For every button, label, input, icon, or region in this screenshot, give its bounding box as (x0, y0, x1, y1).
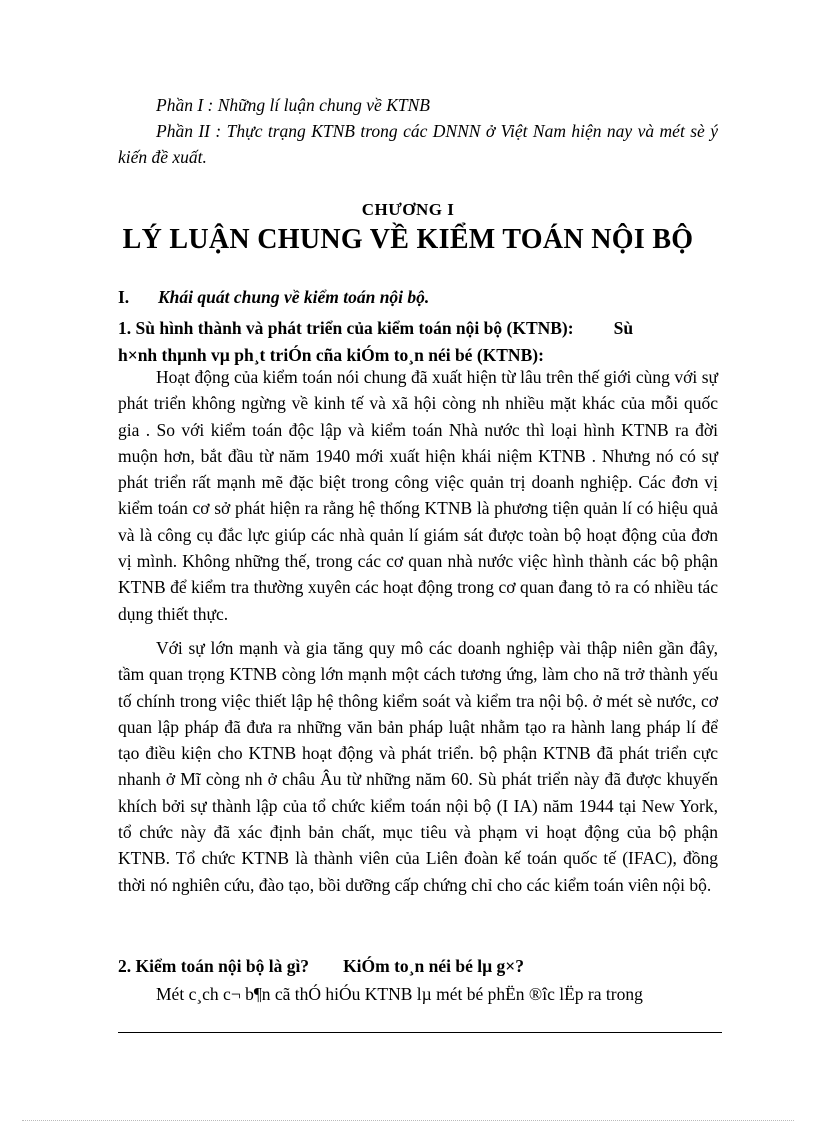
subsection-1-extra: Sù (613, 318, 634, 338)
chapter-title: LÝ LUẬN CHUNG VỀ KIỂM TOÁN NỘI BỘ (122, 224, 694, 255)
last-line: Mét c¸ch c¬ b¶n cã thÓ hiÓu KTNB lµ mét bé phËn ®îc lËp ra trong (156, 984, 643, 1004)
subsection-2-heading (118, 956, 524, 977)
paragraph-2: Với sự lớn mạnh và gia tăng quy mô các doanh nghiệp vài thập niên gần đây, tầm quan trọng KTNB còng lớn mạnh một cách tương ứng, làm cho nã trở thành yếu tố chính trong việc thiết lập hệ thông kiểm soát và kiểm tra nội bộ. ở mét sè nước, cơ quan lập pháp đã đưa ra những văn bản pháp luật nhằm tạo ra hành lang pháp lí để tạo điều kiện cho KTNB hoạt động và phát triển. bộ phận KTNB đã phát triển cực nhanh ở Mĩ còng nh ở châu Âu từ những năm 60. Sù phát triển này đã được khuyến khích bởi sự thành lập của tổ chức kiểm toán nội bộ (I IA) năm 1944 tại New York, tổ chức này đã xác định bản chất, mục tiêu và phạm vi hoạt động của bộ phận KTNB. Tổ chức KTNB là thành viên của Liên đoàn kế toán quốc tế (IFAC), đồng thời nó nghiên cứu, đào tạo, bồi dưỡng cấp chứng chỉ cho các kiểm toán viên nội bộ. (118, 637, 718, 895)
intro-block (118, 92, 718, 170)
chapter-number: CHƯƠNG I (361, 200, 455, 219)
subsection-2-title: 2. Kiểm toán nội bộ là gì? (118, 956, 310, 976)
section-title: Khái quát chung về kiểm toán nội bộ. (158, 287, 430, 307)
subsection-1-title: 1. Sù hình thành và phát triển của kiểm toán nội bộ (KTNB): (118, 318, 574, 338)
section-number: I. (118, 287, 130, 307)
intro-part-1: Phần I : Những lí luận chung về KTNB (156, 95, 430, 115)
footer-rule (118, 1032, 722, 1033)
intro-part-2: Phần II : Thực trạng KTNB trong các DNNN ở Việt Nam hiện nay và mét sè ý kiến đề xuất. (118, 121, 718, 167)
subsection-1-garbled: h×nh thµnh vµ ph¸t triÓn cña kiÓm to¸n néi bé (KTNB): (118, 345, 544, 365)
subsection-2-garbled: KiÓm to¸n néi bé lµ g×? (343, 956, 525, 976)
body-text (118, 364, 718, 898)
subsection-1-heading (118, 315, 718, 369)
paragraph-1: Hoạt động của kiểm toán nói chung đã xuất hiện từ lâu trên thế giới cùng với sự phát triển không ngừng về kinh tế và xã hội còng nh nhiều mặt khác của mỗi quốc gia . So với kiểm toán độc lập và kiểm toán Nhà nước thì loại hình KTNB ra đời muộn hơn, bắt đầu từ năm 1940 mới xuất hiện khái niệm KTNB . Nhưng nó có sự phát triển rất mạnh mẽ đặc biệt trong công việc quản trị doanh nghiệp. Các đơn vị kiểm toán cơ sở phát hiện ra rằng hệ thống KTNB là phương tiện quản lí có hiệu quả và là công cụ đắc lực giúp các nhà quản lí giám sát được toàn bộ hoạt động của đơn vị mình. Không những thế, trong các cơ quan nhà nước việc hình thành các bộ phận KTNB để kiểm tra thường xuyên các hoạt động trong cơ quan đang tỏ ra có nhiều tác dụng thiết thực. (118, 367, 718, 624)
section-heading (118, 287, 429, 308)
page-edge-dots (22, 1120, 794, 1121)
